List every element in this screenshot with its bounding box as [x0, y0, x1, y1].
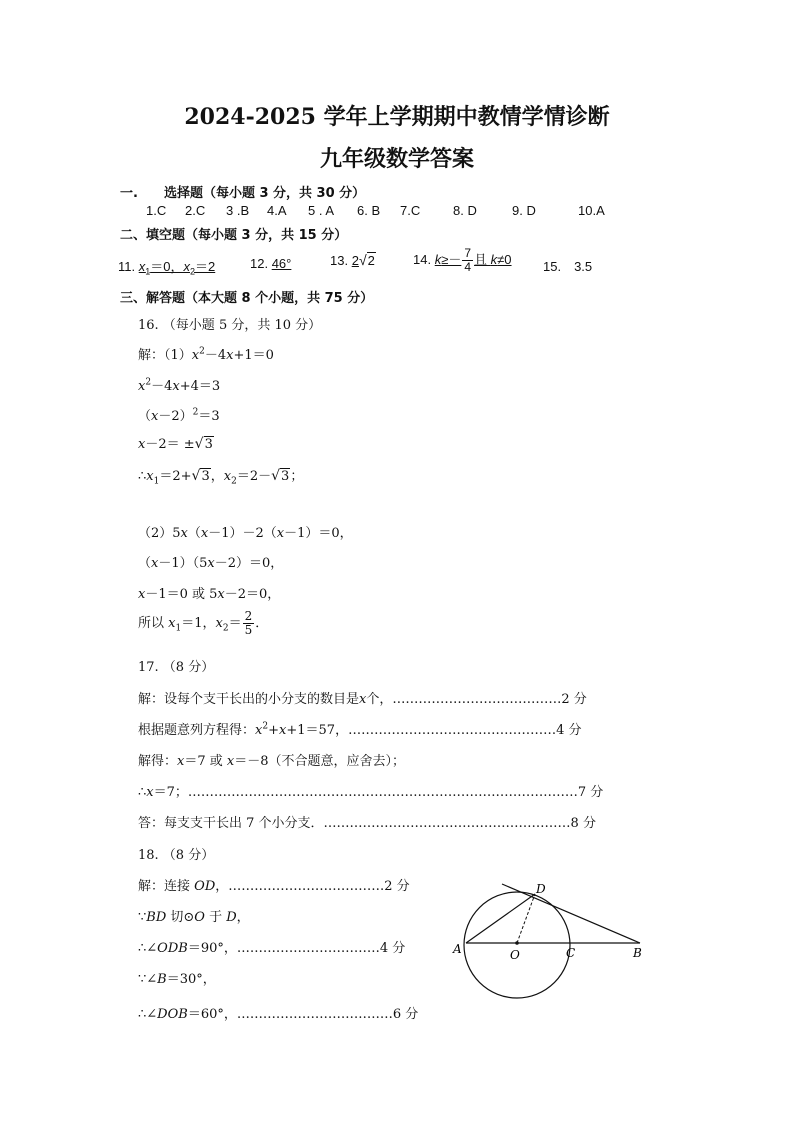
choice-answer: 4.A — [267, 203, 287, 218]
q17-line: 解：设每个支干长出的小分支的数目是x个，…………………………………2 分 — [138, 692, 587, 707]
choice-answer: 8. D — [453, 203, 477, 218]
tangent-bd — [502, 884, 640, 943]
q16-line: $\therefore x_1=2+√3$，$x_2=2-√3$； — [138, 468, 304, 487]
title-line1: 2024-2025 学年上学期期中教情学情诊断 — [184, 104, 610, 130]
q18-heading: 18. （8 分） — [138, 848, 215, 863]
choice-answer: 5 . A — [308, 203, 335, 218]
q17-line: ∴x＝7；………………………………………………………………………………7 分 — [138, 785, 604, 800]
center-point — [515, 941, 519, 945]
q17-heading: 17. （8 分） — [138, 660, 215, 675]
q13-number: 13. — [330, 253, 349, 268]
q16-line: x－1＝0 或 5x－2＝0， — [138, 587, 281, 602]
q11-answer: $x_1=0$，$x_2=2$ — [138, 259, 216, 277]
q16-line: x－2＝ ±√3 — [138, 436, 213, 452]
q17-line: 解得：x＝7 或 x＝－8（不合题意，应舍去）； — [138, 754, 406, 769]
chord-ad — [466, 894, 535, 943]
q16-line: $(x-2)^2=3$ — [138, 407, 220, 424]
q16-line: 解：$(1)x^2-4x+1=0$ — [138, 346, 274, 363]
q18-line: ∴∠DOB＝60°，………………………………6 分 — [138, 1007, 419, 1022]
q16-line: $x^2-4x+4=3$ — [138, 377, 221, 394]
q14-number: 14. — [413, 251, 432, 267]
q17-line: 答：每支支干长出 7 个小分支．…………………………………………………8 分 — [138, 816, 596, 831]
section2-heading: 二、填空题（每小题 3 分，共 15 分） — [120, 228, 348, 243]
label-o: O — [510, 948, 520, 962]
section3-heading: 三、解答题（本大题 8 个小题，共 75 分） — [120, 291, 374, 306]
fill-answer-14 — [413, 247, 512, 274]
q16-line: （2）5x（x－1）－2（x－1）＝0， — [138, 526, 353, 541]
q11-number: 11. — [118, 259, 136, 274]
choice-answer: 2.C — [185, 203, 206, 218]
q12-number: 12. — [250, 256, 269, 271]
circle-tangent-figure — [445, 870, 675, 1010]
q16-line: 所以 $x_1=1$，$x_2=$ $\frac{2}{5}$ ． — [138, 609, 269, 637]
q18-line: ∵∠B＝30°， — [138, 972, 216, 987]
choice-answer: 6. B — [357, 203, 381, 218]
q14-answer: k≥－ $\frac{7}{4}$ 且 k≠0 — [434, 246, 512, 274]
choice-answer: 3 .B — [226, 203, 250, 218]
q18-line: ∴∠ODB＝90°，……………………………4 分 — [138, 941, 406, 956]
label-b: B — [633, 946, 642, 960]
fill-answer-12 — [250, 256, 291, 271]
q17-line: 根据题意列方程得：$x^2+x+1=57$，…………………………………………4 分 — [138, 721, 582, 738]
label-c: C — [566, 946, 576, 960]
circle-o — [464, 892, 570, 998]
q16-heading: 16. （每小题 5 分，共 10 分） — [138, 318, 322, 333]
q18-line: ∵BD 切⊙O 于 D， — [138, 910, 250, 925]
title-line2: 九年级数学答案 — [319, 146, 474, 172]
q13-answer: 2√2 — [351, 252, 375, 268]
fill-answer-15: 15. 3.5 — [543, 259, 593, 274]
radius-od — [517, 894, 535, 943]
q16-line: （x－1）（5x－2）＝0， — [138, 556, 284, 571]
label-a: A — [453, 942, 462, 956]
choice-answer: 7.C — [400, 203, 421, 218]
choice-answer: 1.C — [146, 203, 167, 218]
fill-answer-13 — [330, 252, 376, 268]
fill-answer-11 — [118, 256, 215, 277]
choice-answer: 10.A — [578, 203, 605, 218]
label-d: D — [536, 882, 546, 896]
q18-line: 解：连接 OD，………………………………2 分 — [138, 879, 410, 894]
section1-heading: 一. 选择题（每小题 3 分，共 30 分） — [120, 186, 366, 201]
q12-answer: 46° — [271, 256, 292, 271]
choice-answer: 9. D — [512, 203, 536, 218]
